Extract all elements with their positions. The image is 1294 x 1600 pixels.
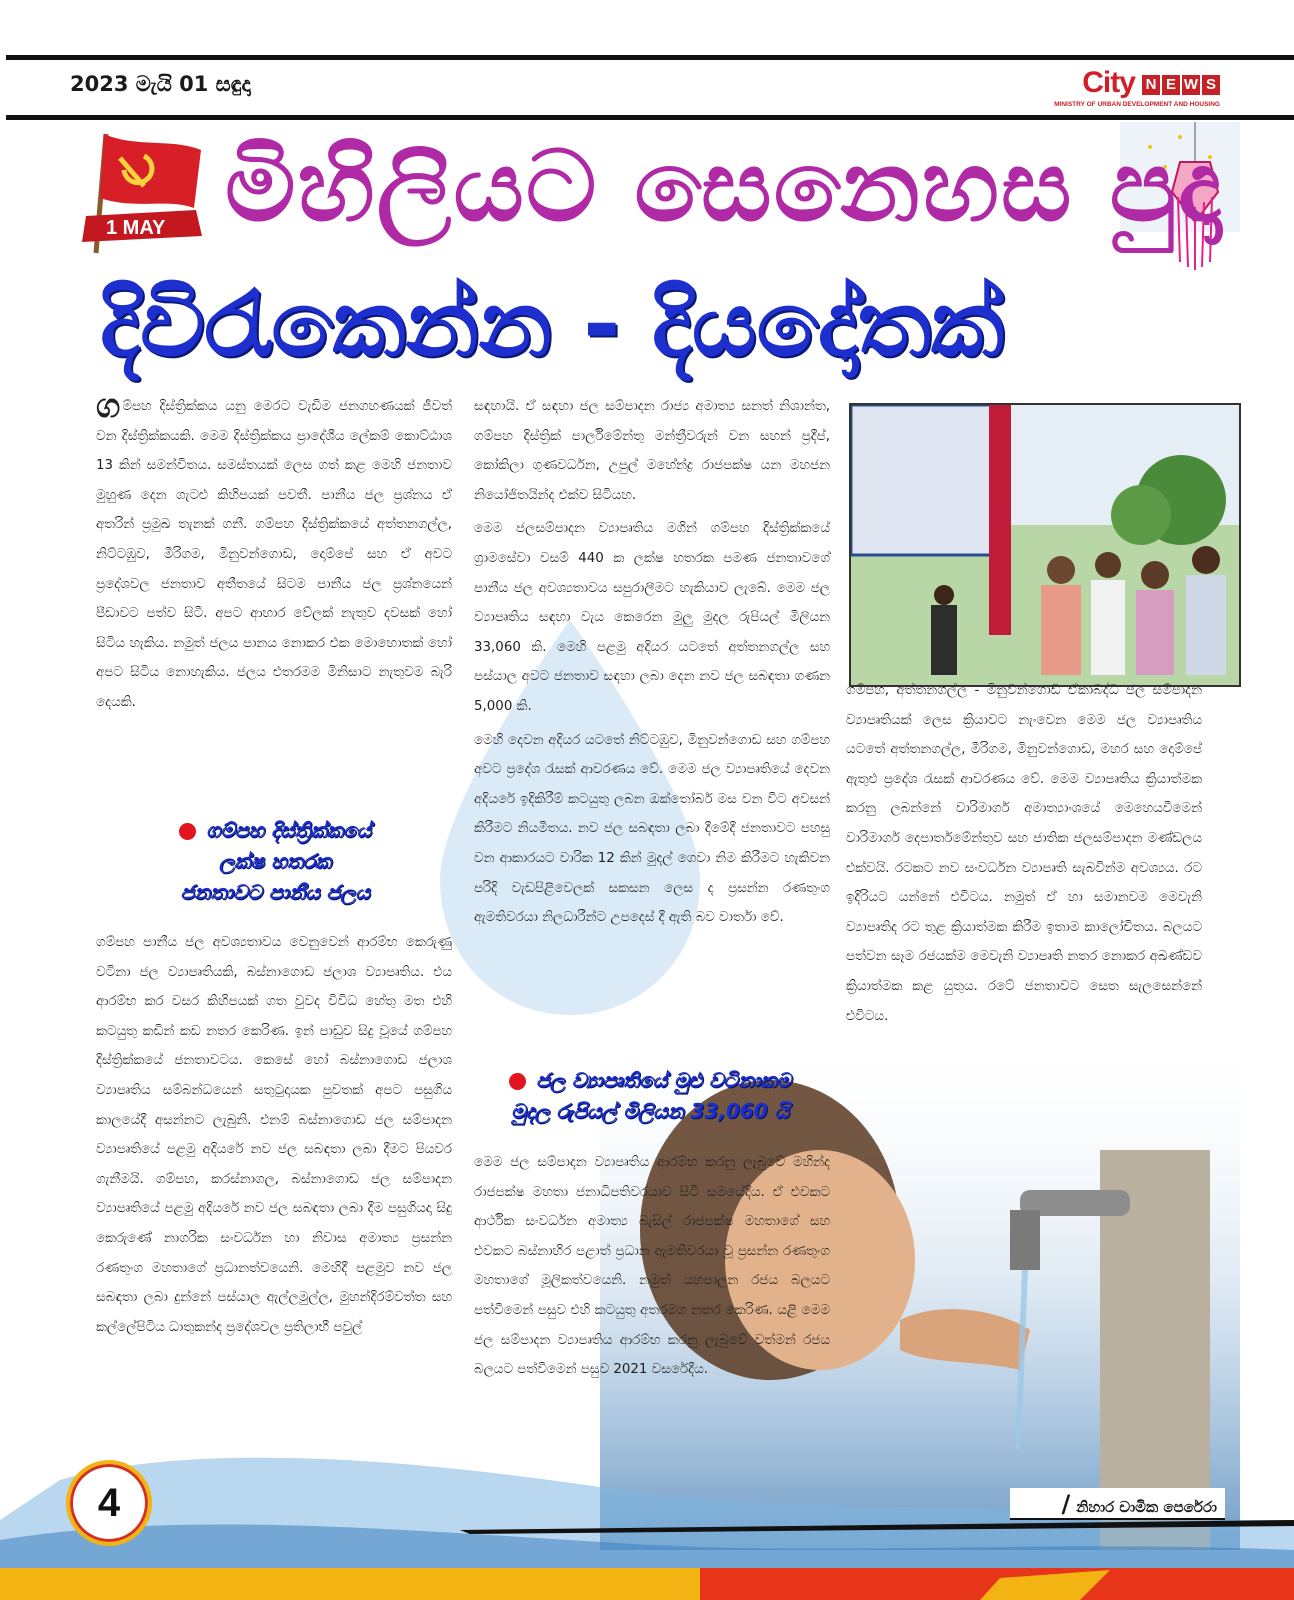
footer-stripe <box>0 1520 1294 1600</box>
col2-para-3: මෙහි දෙවන අදියර යටතේ නිට්ටඹුව, මිනුවන්ගොඩ සහ ගම්පහ අවට ප්‍රදේශ රැසක් ආවරණය වේ. මෙම ජල ව්‍යාපෘතියේ දෙවන අදියරේ ඉදිකිරීම් කටයුතු ලබන ඔක්තෝබර් මස වන විට අවසන් කිරීමට නියමිතය. නව ජල සබඳතා ලබා දීමේදී ජනතාවට පහසු වන ආකාරයට වාරික 12 කින් මුදල් ගෙවා නිම කිරීමට හැකිවන පරිදි වැඩපිළිවෙලක් සකසන ලෙස ද ප්‍රසන්න රණතුංග ඇමතිවරයා නිලධාරීන්ට උපදෙස් දී ඇති බව වාර්තා වේ. <box>474 732 830 926</box>
subhead-gampaha-line-2: ලක්ෂ හතරක <box>218 849 332 873</box>
ceremony-photo <box>849 403 1241 687</box>
col1-para-1 <box>96 386 452 718</box>
subhead-text: ජල ව්‍යාපෘතියේ මුළු වටිනාකම <box>535 1068 792 1092</box>
col1-para-2: ගම්පහ පානීය ජල අවශ්‍යතාවය වෙනුවෙන් ආරම්භ කෙරුණු වටිනා ජල ව්‍යාපෘතියකි, බස්නාගොඩ ජලාශ ව්‍යාපෘතිය. එය ආරම්භ කර වසර කිහිපයක් ගත වුවද විවිධ හේතු මත එහි කටයුතු කඩින් කඩ නතර කෙරිණ. ඉන් පාඩුව සිදු වූයේ ගම්පහ දිස්ත්‍රික්කයේ ජනතාවටය. කෙසේ හෝ බස්නාගොඩ ජලාශ ව්‍යාපෘතිය සම්බන්ධයෙන් සතුටුදායක පුවතක් අපට පසුගිය කාලයේදී අසන්නට ලැබුනි. එනම් බස්නාගොඩ ජල සම්පාදන ව්‍යාපෘතියේ පළමු අදියරේ නව ජල සබඳතා ලබා දීමට පියවර ගැනීමයි. ගම්පහ, කරස්නාගල, බස්නාගොඩ ජල සම්පාදන ව්‍යාපෘතියේ පළමු අදියරේ නව ජල සබඳතා ලබා දීම පසුගියදා සිදු කෙරුණේ නාගරික සංවර්ධන හා නිවාස අමාත්‍ය ප්‍රසන්න රණතුංග මහතාගේ ප්‍රධානත්වයෙනි. මෙහිදී පළමුව නව ජල සබඳතා ලබා දුන්නේ පස්යාල ඇල්ලමුල්ල, මුහන්දිරම්වත්ත සහ කල්ලේපිටිය ධාතුකන්ද ප්‍රදේශවල ප්‍රතිලාභී පවුල් <box>96 935 452 1335</box>
may-badge-label: 1 MAY <box>106 217 166 239</box>
subhead-text: ගම්පහ දිස්ත්‍රික්කයේ <box>206 818 371 842</box>
red-bullet-icon <box>509 1073 526 1090</box>
logo-news-letters <box>1140 74 1220 95</box>
subhead-project-value-line-2: මුදල රුපියල් මිලියන 33,060 යි <box>510 1099 790 1123</box>
logo-city-text: City <box>1082 66 1135 99</box>
col2-para-2: මෙම ජලසම්පාදන ව්‍යාපෘතිය මගින් ගම්පහ දිස්ත්‍රික්කයේ ග්‍රාමසේවා වසම් 440 ක ලක්ෂ හතරක පමණ ජනතාවගේ පානීය ජල අවශ්‍යතාවය සපුරාලීමට හැකියාව ලැබේ. මෙම ජල ව්‍යාපෘතිය සඳහා වැය කෙරෙන මුලු මුදල රුපියල් මිලියන 33,060 කි. මෙහි පළමු අදියර යටතේ අත්තනගල්ල සහ පස්යාල අවට ජනතාව සඳහා ලබා දෙන නව ජල සබඳතා ගණන 5,000 කි. <box>474 521 830 714</box>
byline-slash-icon: / <box>1061 1490 1071 1518</box>
top-rule <box>6 55 1294 60</box>
header-rule <box>6 115 1294 120</box>
article-column-2 <box>474 392 830 933</box>
article-column-1-lower <box>96 928 452 1342</box>
col1-para-1-text: ම්පහ දිස්ත්‍රික්කය යනු මෙරට වැඩිම ජනගහණයක් ජීවත් වන දිස්ත්‍රික්කයකි. මෙම දිස්ත්‍රික්කය ප්‍රාදේශීය ලේකම් කොට්ඨාශ 13 කින් සමන්විතය. සමස්තයක් ලෙස ගත් කළ මෙහි ජනතාව මුහුණ දෙන ගැටළු කිහිපයක් පවතී. පානීය ජල ප්‍රශ්නය ඒ අතරින් ප්‍රමුඛ තැනක් ගනී. ගම්පහ දිස්ත්‍රික්කයේ අත්තනගල්ල, නිට්ටඹුව, මීරිගම, මිනුවන්ගොඩ, දොම්පේ සහ ඒ අවට ප්‍රදේශවල ජනතාව අතීතයේ සිටම පානීය ජල ප්‍රශ්නයෙන් පීඩාවට පත්ව සිටී. අපට ආහාර වේලක් නැතුව දවසක් හෝ සිටිය හැකිය. නමුත් ජලය පානය නොකර එක මොහොතක් හෝ අපට සිටිය නොහැකිය. ජලය එතරමම මිනිසාට නැතුවම බැරි දෙයකි. <box>96 399 452 710</box>
logo-letter: E <box>1162 75 1180 95</box>
col3-para-1: ගම්පහ, අත්තනගල්ල - මිනුවන්ගොඩ ඒකාබද්ධ ජල සම්පාදන ව්‍යාපෘතියක් ලෙස ක්‍රියාවට නැංවෙන මෙම ජල ව්‍යාපෘතිය යටතේ අත්තනගල්ල, මීරිගම, මිනුවන්ගොඩ, මහර සහ දොම්පේ ඇතුළු ප්‍රදේශ රැසක් ආවරණය වේ. මෙම ව්‍යාපෘතිය ක්‍රියාත්මක කරනු ලබන්නේ වාරිමාර්ග අමාත්‍යාංශයේ මෙහෙයවීමෙන් වාරිමාර්ග දෙපාර්තමේන්තුව සහ ජාතික ජලසම්පාදන මණ්ඩලය එක්වයි. රටකට නව සංවර්ධන ව්‍යාපෘති සැබවින්ම අවශ්‍යය. රට ඉදිරියට යන්නේ එවිටය. නමුත් ඒ හා සමානවම මෙවැනි ව්‍යාපෘතිද රට තුළ ක්‍රියාත්මක කිරීම ඉතාම කාලෝචිතය. බලයට පත්වන සෑම රජයක්ම මෙවැනි ව්‍යාපෘති නතර නොකර අඛණ්ඩව ක්‍රියාත්මක කළ යුතුය. රටේ ජනතාවට සෙත සැලසෙන්නේ එවිටය. <box>846 683 1202 1024</box>
subhead-project-value <box>470 1065 830 1127</box>
article-column-1 <box>96 386 452 718</box>
subhead-gampaha-line-3: ජනතාවට පානීය ජලය <box>180 880 370 904</box>
headline-line-2: දිවිරැකෙන්න - දියදෝතක් <box>100 272 1004 377</box>
logo-letter: W <box>1183 76 1199 93</box>
col2-para-4: මෙම ජල සම්පාදන ව්‍යාපෘතිය ආරම්භ කරනු ලැබුවේ මහින්ද රාජපක්ෂ මහතා ජනාධිපතිවරයාව සිටි සමයේදීය. ඒ එවකට ආර්ථික සංවර්ධන අමාත්‍ය බැසිල් රාජපක්ෂ මහතාගේ සහ එවකට බස්නාහිර පළාත් ප්‍රධාන ඇමතිවරයා වූ ප්‍රසන්න රණතුංග මහතාගේ මූලිකත්වයෙනි. නමුත් යහපාලන රජය බලයට පත්වීමෙන් පසුව එහි කටයුතු අතරමග නතර කෙරිණ. යළි මෙම ජල සම්පාදන ව්‍යාපෘතිය ආරම්භ කරනු ලැබුවේ වත්මන් රජය බලයට පත්වීමෙන් පසුව 2021 වසරේදීය. <box>474 1155 830 1378</box>
logo-letter: S <box>1202 75 1220 95</box>
article-column-2-lower <box>474 1148 830 1385</box>
citynews-logo <box>1054 66 1220 108</box>
logo-ministry-text: MINISTRY OF URBAN DEVELOPMENT AND HOUSING <box>1054 101 1220 108</box>
ceremony-photo-scene <box>851 405 1239 685</box>
red-bullet-icon <box>179 823 196 840</box>
col2-para-1: සඳහායි. ඒ සඳහා ජල සම්පාදන රාජ්‍ය අමාත්‍ය සනත් නිශාන්ත, ගම්පහ දිස්ත්‍රික් පාර්ලිමේන්තු මන්ත්‍රීවරුන් වන සහන් ප්‍රදීප්, කෝකිලා ගුණවර්ධන, උපුල් මහේන්ද්‍ර රාජපක්ෂ යන මහජන නියෝජිතයින්ද එක්ව සිටියහ. <box>474 399 830 503</box>
drop-cap: ග <box>96 386 121 426</box>
subhead-gampaha <box>110 815 440 908</box>
subhead-gampaha-line-1 <box>110 815 440 846</box>
page-number: 4 <box>66 1460 152 1546</box>
byline-name: නිහාර චාමික පෙරේරා <box>1076 1498 1217 1516</box>
headline-line-1: මිහිලියට සෙනෙහස පුදා <box>225 130 1224 244</box>
issue-date: 2023 මැයි 01 සඳුදා <box>70 72 251 96</box>
logo-letter: N <box>1142 75 1160 95</box>
subhead-project-value-line-1 <box>470 1065 830 1096</box>
byline <box>1010 1488 1225 1520</box>
may-day-flag-icon <box>76 128 206 263</box>
article-column-3 <box>846 676 1202 1031</box>
